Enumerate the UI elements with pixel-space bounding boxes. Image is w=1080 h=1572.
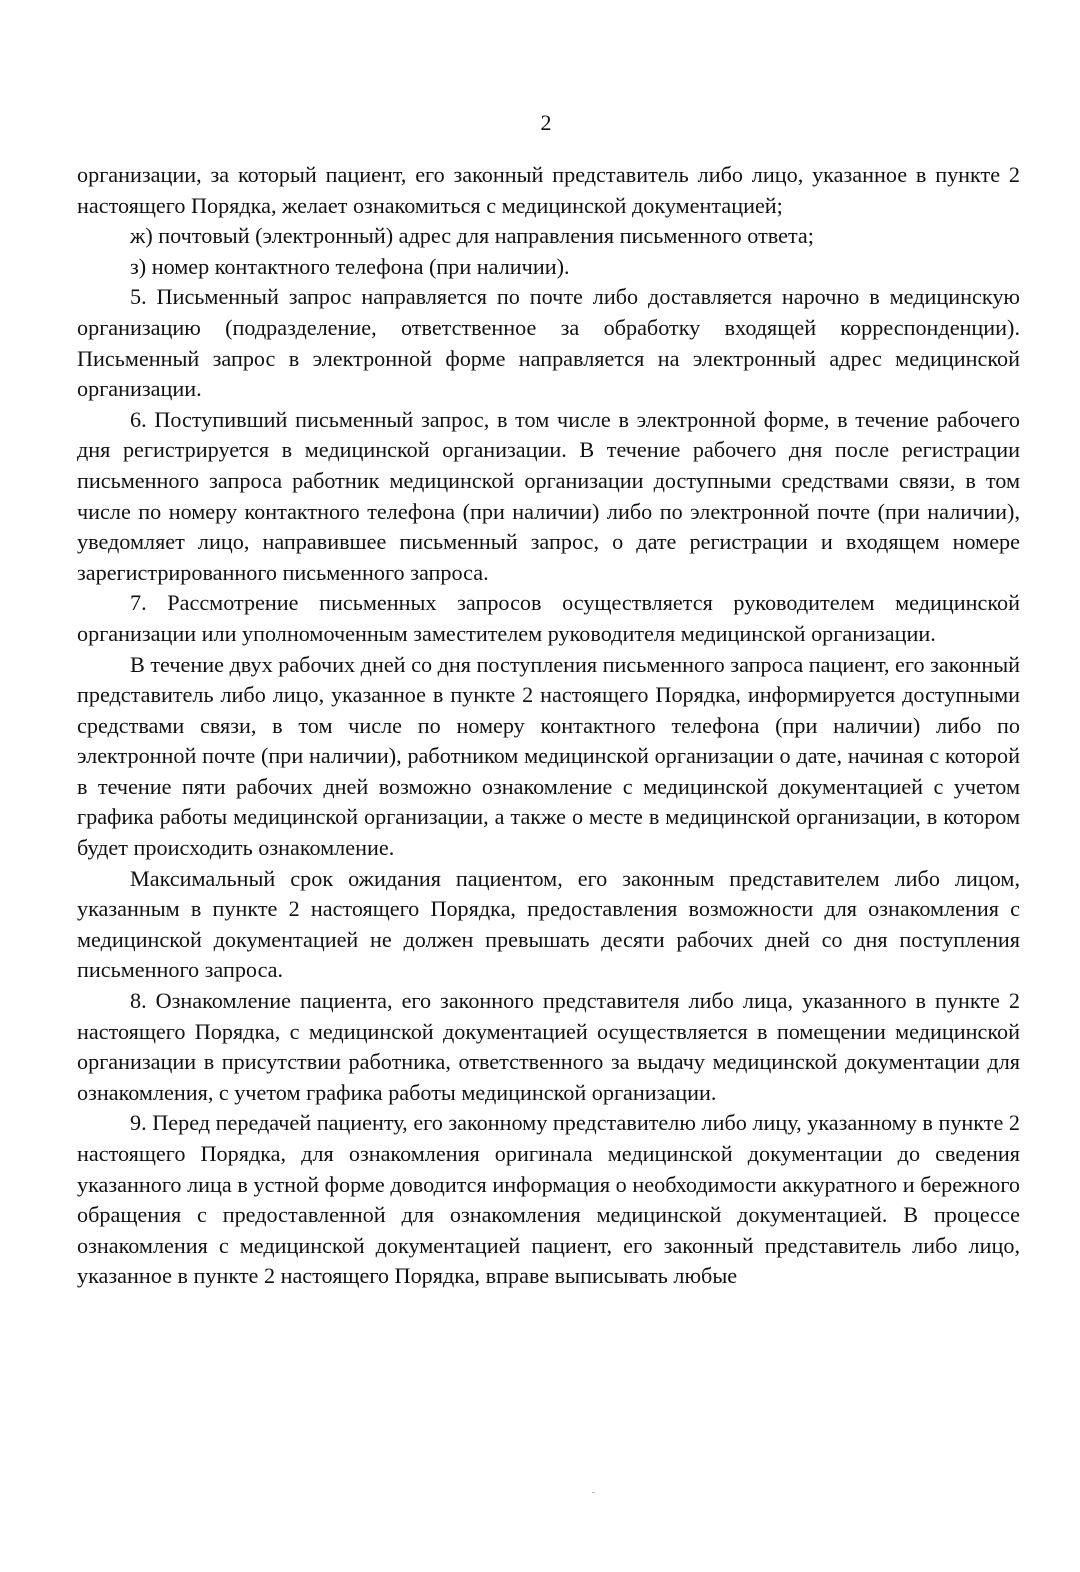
paragraph-item-zh: ж) почтовый (электронный) адрес для направления письменного ответа; [130,223,814,249]
page-number: 2 [540,110,552,135]
paragraph-continuation: организации, за который пациент, его законный представитель либо лицо, указанное в пункте 2 настоящего Порядка, желает ознакомиться с медицинской документацией; [77,162,1020,218]
paragraph-clause-7-informing: В течение двух рабочих дней со дня поступления письменного запроса пациент, его законный представитель либо лицо, указанное в пункте 2 настоящего Порядка, информируется доступными средствами связи, в том числе по номеру контактного телефона (при наличии) либо по электронной почте (при наличии), работником медицинской организации о дате, начиная с которой в течение пяти рабочих дней возможно ознакомление с медицинской документацией с учетом графика работы медицинской организации, а также о месте в медицинской организации, в котором будет происходить ознакомление. [77,651,1020,861]
paragraph-clause-8: 8. Ознакомление пациента, его законного представителя либо лица, указанного в пункте 2 настоящего Порядка, с медицинской документацией осуществляется в помещении медицинской организации в присутствии работника, ответственного за выдачу медицинской документации для ознакомления, с учетом графика работы медицинской организации. [77,988,1020,1105]
paragraph-clause-5: 5. Письменный запрос направляется по почте либо доставляется нарочно в медицинскую организацию (подразделение, ответственное за обработку входящей корреспонденции). Письменный запрос в электронной форме направляется на электронный адрес медицинской организации. [77,284,1020,402]
paragraph-clause-7-max-term: Максимальный срок ожидания пациентом, его законным представителем либо лицом, указанным в пункте 2 настоящего Порядка, предоставления возможности для ознакомления с медицинской документацией не должен превышать десяти рабочих дней со дня поступления письменного запроса. [77,865,1020,983]
paragraph-clause-9: 9. Перед передачей пациенту, его законному представителю либо лицу, указанному в пункте 2 настоящего Порядка, для ознакомления оригинала медицинской документации до сведения указанного лица в устной форме доводится информация о необходимости аккуратного и бережного обращения с предоставленной для ознакомления медицинской документацией. В процессе ознакомления с медицинской документацией пациент, его законный представитель либо лицо, указанное в пункте 2 настоящего Порядка, вправе выписывать любые [77,1110,1020,1289]
paragraph-item-z: з) номер контактного телефона (при наличии). [130,253,570,279]
paragraph-clause-6: 6. Поступивший письменный запрос, в том числе в электронной форме, в течение рабочего дня регистрируется в медицинской организации. В течение рабочего дня после регистрации письменного запроса работник медицинской организации доступными средствами связи, в том числе по номеру контактного телефона (при наличии) либо по электронной почте (при наличии), уведомляет лицо, направившее письменный запрос, о дате регистрации и входящем номере зарегистрированного письменного запроса. [77,406,1020,585]
paragraph-clause-7: 7. Рассмотрение письменных запросов осуществляется руководителем медицинской организации или уполномоченным заместителем руководителя медицинской организации. [77,590,1020,646]
scan-speck [592,1492,595,1493]
document-body [77,160,1020,1292]
